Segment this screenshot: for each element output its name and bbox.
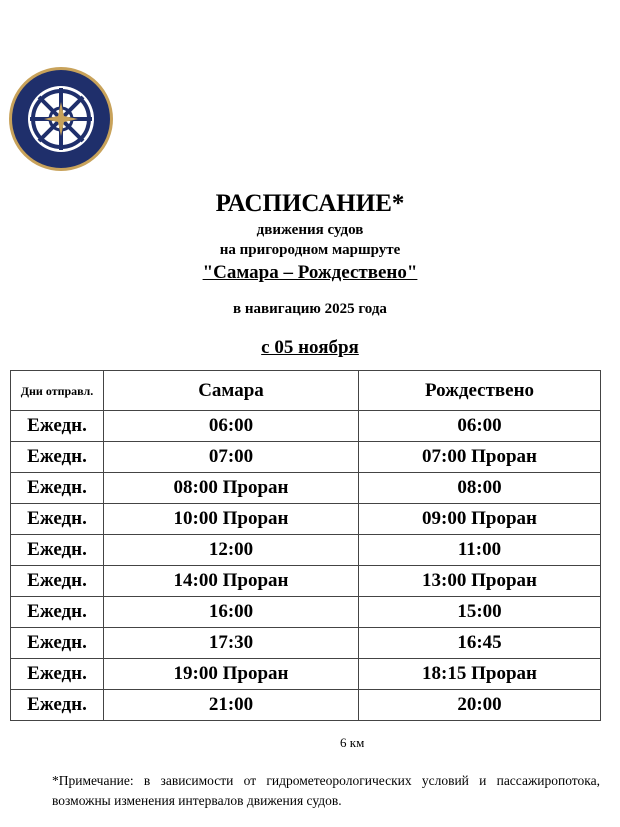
cell-samara: 10:00 Проран xyxy=(104,504,359,535)
table-header xyxy=(11,371,601,411)
cell-days: Ежедн. xyxy=(11,473,104,504)
table-row xyxy=(11,504,601,535)
cell-rozhdestveno: 11:00 xyxy=(359,535,601,566)
table-row xyxy=(11,566,601,597)
cell-rozhdestveno: 08:00 xyxy=(359,473,601,504)
table-row xyxy=(11,597,601,628)
company-logo xyxy=(8,66,114,172)
header-days: Дни отправл. xyxy=(11,371,104,411)
distance: 6 км xyxy=(340,735,365,750)
cell-days: Ежедн. xyxy=(11,597,104,628)
subtitle-route-type: на пригородном маршруте xyxy=(219,242,401,258)
subtitle: движения судов xyxy=(256,222,364,238)
cell-rozhdestveno: 18:15 Проран xyxy=(359,659,601,690)
cell-rozhdestveno: 06:00 xyxy=(359,411,601,442)
cell-days: Ежедн. xyxy=(11,411,104,442)
from-date: с 05 ноября xyxy=(261,337,359,358)
header-rozhdestveno: Рождествено xyxy=(359,371,601,411)
cell-days: Ежедн. xyxy=(11,628,104,659)
cell-samara: 06:00 xyxy=(104,411,359,442)
cell-days: Ежедн. xyxy=(11,535,104,566)
cell-rozhdestveno: 09:00 Проран xyxy=(359,504,601,535)
cell-days: Ежедн. xyxy=(11,442,104,473)
cell-days: Ежедн. xyxy=(11,566,104,597)
route-name: "Самара – Рождествено" xyxy=(202,262,418,283)
cell-samara: 19:00 Проран xyxy=(104,659,359,690)
table-row xyxy=(11,442,601,473)
cell-rozhdestveno: 20:00 xyxy=(359,690,601,721)
cell-samara: 07:00 xyxy=(104,442,359,473)
cell-samara: 12:00 xyxy=(104,535,359,566)
header-samara: Самара xyxy=(104,371,359,411)
cell-samara: 16:00 xyxy=(104,597,359,628)
table-row xyxy=(11,473,601,504)
table-row xyxy=(11,535,601,566)
cell-rozhdestveno: 15:00 xyxy=(359,597,601,628)
table-row xyxy=(11,411,601,442)
title: РАСПИСАНИЕ* xyxy=(215,190,405,217)
schedule-table xyxy=(10,370,601,721)
cell-days: Ежедн. xyxy=(11,504,104,535)
table-row xyxy=(11,659,601,690)
cell-samara: 21:00 xyxy=(104,690,359,721)
table-row xyxy=(11,628,601,659)
cell-days: Ежедн. xyxy=(11,690,104,721)
note: *Примечание: в зависимости от гидрометеорологических условий и пассажиропотока, возможны изменения интервалов движения судов. xyxy=(52,773,600,808)
cell-rozhdestveno: 07:00 Проран xyxy=(359,442,601,473)
cell-samara: 08:00 Проран xyxy=(104,473,359,504)
cell-samara: 17:30 xyxy=(104,628,359,659)
cell-rozhdestveno: 16:45 xyxy=(359,628,601,659)
cell-rozhdestveno: 13:00 Проран xyxy=(359,566,601,597)
season: в навигацию 2025 года xyxy=(233,301,387,317)
table-row xyxy=(11,690,601,721)
cell-samara: 14:00 Проран xyxy=(104,566,359,597)
cell-days: Ежедн. xyxy=(11,659,104,690)
